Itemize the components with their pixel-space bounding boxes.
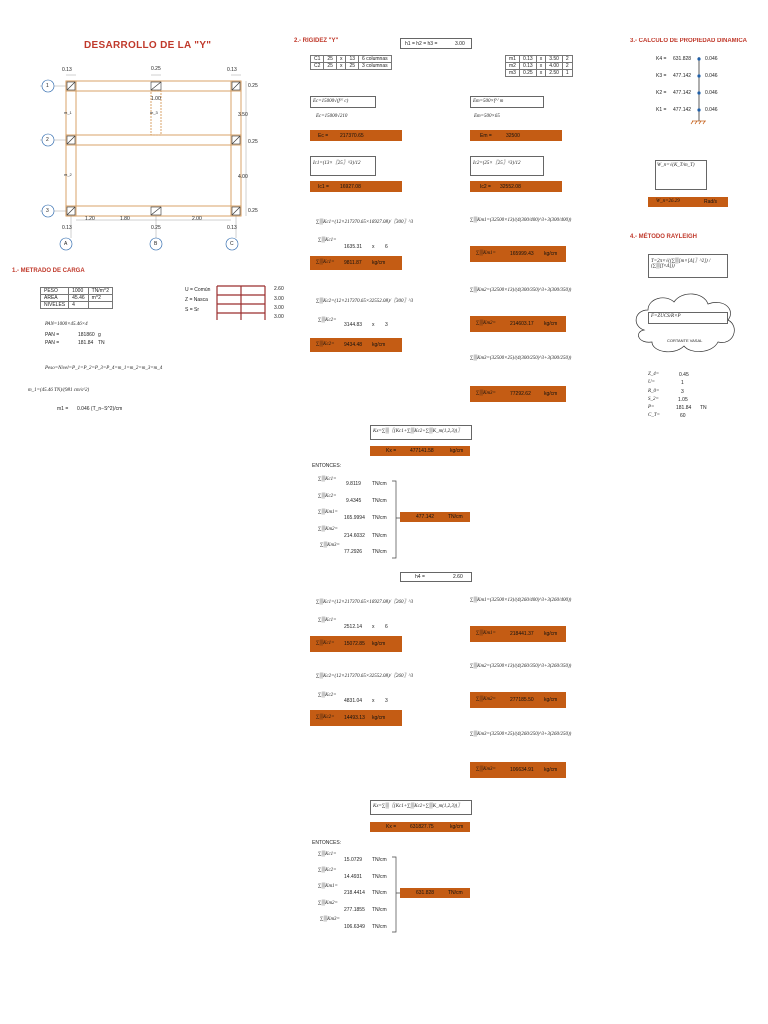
rayleigh-formula-box: T=2π×√((∑▒[m×[Δ]〗^2]) / (∑▒[f×Δ])): [648, 254, 728, 278]
km1-formula: ∑▒Km1=(32500×13)/(4(300/400)^3+3(300/400)): [470, 218, 572, 223]
ic2-result-bar: Ic2 = 32552.08: [470, 181, 562, 192]
kx-formula-box: Kx=∑▒〖(Kc1+∑▒Kc2+∑▒K_m(1,2,3))〗: [370, 425, 472, 440]
entonces-b: ENTONCES:: [312, 840, 342, 846]
cloud-shape-icon: [632, 290, 742, 360]
dim-top-c: 0.13: [227, 67, 237, 73]
list-b-label-2: ∑▒Kc2=: [318, 868, 337, 873]
total-b-bar: 631.828 TN/cm: [400, 888, 470, 898]
param-label-1: Z_4=: [648, 372, 660, 377]
h-heights-label: h1 = h2 = h3 =: [405, 41, 438, 47]
ec-result-bar: Ec = 217370.65: [310, 130, 402, 141]
list-b-value-1: 15.0729: [344, 857, 363, 863]
list-b-value-3: 218.4414: [344, 890, 365, 896]
table-cell: [88, 302, 112, 309]
list-a-label-3: ∑▒Km1=: [318, 510, 338, 515]
kc1b-line-x: x: [372, 624, 375, 630]
load-table: [40, 287, 113, 309]
km3-formula: ∑▒Km3=(32500×25)/(4(300/250)^3+3(300/250)): [470, 356, 572, 361]
kc2b-line-label: ∑▒Kc2=: [318, 693, 337, 698]
h-heights-value: 3.00: [455, 41, 465, 47]
param-label-6: C_T=: [648, 413, 660, 418]
param-label-2: U=: [648, 380, 655, 385]
em-formula: Em=500×65: [474, 114, 500, 119]
kc2b-line-value: 4831.04: [344, 698, 363, 704]
list-b-unit-1: TN/cm: [372, 857, 387, 863]
total-a-bar: 477.142 TN/cm: [400, 512, 470, 522]
legend-s: S = Sr: [185, 307, 200, 313]
kc2-formula-b: ∑▒Kc2=(12×217370.65×32552.08)/〖260〗^3: [316, 674, 414, 679]
section-2-heading: 2.- RIGIDEZ "Y": [294, 38, 339, 44]
param-label-5: P=: [648, 405, 655, 410]
beam-label-m3: m_3: [150, 110, 158, 115]
kc1b-line-label: ∑▒Kc1=: [318, 618, 337, 623]
ec-formula: Ec=15000√210: [316, 114, 348, 119]
wn-result-bar: W_n=26.29 Rad/s: [648, 197, 728, 207]
k4-label: K4 =: [656, 56, 667, 62]
pan-value-2: 181.84: [78, 340, 94, 346]
list-a-value-4: 214.6032: [344, 533, 365, 539]
kc1b-line-count: 6: [385, 624, 388, 630]
km1-result-bar: ∑▒Km1= 165999.43 kg/cm: [470, 246, 566, 262]
cloud-formula-box: F=ZUCS/R×P: [648, 312, 728, 324]
k1-label: K1 =: [656, 107, 667, 113]
axis-label-3: 3: [46, 208, 49, 214]
table-row: C1 25 x 13 6 columnas: [311, 56, 392, 63]
kc1-formula-b: ∑▒Kc1=(12×217370.65×16927.08)/〖260〗^3: [316, 600, 414, 605]
kc2-line-value: 3144.83: [344, 322, 363, 328]
wn-formula-box: W_n=√(K_T/m_T): [655, 160, 707, 190]
param-value-2: 1: [681, 380, 684, 386]
dim-bottom-1: 1.20: [85, 216, 95, 222]
table-row: [41, 302, 113, 309]
k1-value: 477.142: [673, 107, 692, 113]
k2-label: K2 =: [656, 90, 667, 96]
dim-bottom-small-c: 0.13: [227, 225, 237, 231]
list-b-unit-2: TN/cm: [372, 874, 387, 880]
h-heights-box: [400, 38, 472, 49]
m1-value: 0.046 (T_n−S^2)/cm: [77, 406, 123, 412]
km2b-result-bar: ∑▒Km2= 277185.50 kg/cm: [470, 692, 566, 708]
axis-label-a: A: [64, 241, 68, 247]
kc1-line-value: 1635.31: [344, 244, 363, 250]
kx-result-bar: Kx = 477141.58 kg/cm: [370, 446, 470, 456]
legend-u: U = Común: [185, 287, 211, 293]
beam-label-m1: m_1: [64, 110, 72, 115]
columns-table: [310, 55, 392, 70]
param-label-3: R_0=: [648, 389, 660, 394]
legend-z: Z = Nasca: [185, 297, 208, 303]
list-a-label-1: ∑▒Kc1=: [318, 477, 337, 482]
table-cell: 4: [69, 302, 89, 309]
pan-value-1: 181860: [78, 332, 95, 338]
k2-mass: 0.046: [705, 90, 718, 96]
level-val-2: 3.00: [274, 296, 284, 302]
ec-formula-box: Ec=15000√(f^' c): [310, 96, 376, 108]
em-result-bar: Em = 32500: [470, 130, 562, 141]
dim-bottom-small-a: 0.13: [62, 225, 72, 231]
param-value-6: 60: [680, 413, 686, 419]
dim-right-5: 0.25: [248, 208, 258, 214]
table-cell: 1000: [69, 288, 89, 295]
list-b-value-5: 106.6349: [344, 924, 365, 930]
beam-label-m2: m_2: [64, 172, 72, 177]
frame-elevation-icon: [215, 284, 275, 324]
param-unit-5: TN: [700, 405, 707, 411]
km1-formula-b: ∑▒Km1=(32500×13)/(4(260/400)^3+3(260/400)): [470, 598, 572, 603]
list-a-label-2: ∑▒Kc2=: [318, 494, 337, 499]
axis-label-c: C: [230, 241, 234, 247]
k4-mass: 0.046: [705, 56, 718, 62]
kc1-result-bar: ∑▒Kc1= 9811.87 kg/cm: [310, 256, 402, 270]
list-b-value-4: 277.1855: [344, 907, 365, 913]
em-formula-box: Em=500×f^' m: [470, 96, 544, 108]
km3-result-bar: ∑▒Km3= 77292.62 kg/cm: [470, 386, 566, 402]
kc1-line-x: x: [372, 244, 375, 250]
kc1b-line-value: 2512.14: [344, 624, 363, 630]
kc1-line-label: ∑▒Kc1=: [318, 238, 337, 243]
param-value-4: 1.05: [678, 397, 688, 403]
list-a-label-4: ∑▒Km2=: [318, 527, 338, 532]
param-value-3: 3: [681, 389, 684, 395]
kc1-formula: ∑▒Kc1=(12×217370.65×16927.08)/〖300〗^3: [316, 220, 414, 225]
list-b-label-5: ∑▒Km3=: [320, 917, 340, 922]
list-a-value-2: 9.4345: [346, 498, 362, 504]
k4-value: 631.828: [673, 56, 692, 62]
table-row: [41, 288, 113, 295]
pan-unit-1: g: [98, 332, 101, 338]
list-b-label-4: ∑▒Km2=: [318, 901, 338, 906]
pan-formula: PAN=1000×45.46×4: [45, 322, 88, 327]
section-3-heading: 3.- CÁLCULO DE PROPIEDAD DINÁMICA: [630, 38, 748, 44]
kx-result-bar-b: Kx = 631827.75 kg/cm: [370, 822, 470, 832]
list-a-unit-1: TN/cm: [372, 481, 387, 487]
ic1-formula-box: Ic1=(13×〖25〗^3)/12: [310, 156, 376, 176]
axis-label-2: 2: [46, 137, 49, 143]
level-val-1: 2.60: [274, 286, 284, 292]
dim-bottom-3: 2.00: [192, 216, 202, 222]
table-cell: m^2: [88, 295, 112, 302]
pan-label-2: PAN =: [45, 340, 60, 346]
km2-formula-b: ∑▒Km2=(32500×13)/(4(260/350)^3+3(260/350)): [470, 664, 572, 669]
m1-label: m1 =: [57, 406, 69, 412]
param-label-4: S_2=: [648, 397, 659, 402]
list-b-unit-3: TN/cm: [372, 890, 387, 896]
k3-value: 477.142: [673, 73, 692, 79]
ic2-formula-box: Ic2=(25×〖25〗^3)/12: [470, 156, 544, 176]
beams-table: [505, 55, 573, 77]
table-cell: NIVELES: [41, 302, 69, 309]
dim-mid: 1.00: [151, 96, 161, 102]
axis-label-b: B: [154, 241, 158, 247]
table-row: C2 25 x 25 3 columnas: [311, 63, 392, 70]
section-4-heading: 4.- MÉTODO RAYLEIGH: [630, 234, 698, 240]
kx-formula-box-b: Kx=∑▒〖(Kc1+∑▒Kc2+∑▒K_m(1,2,3))〗: [370, 800, 472, 815]
section-1-heading: 1.- METRADO DE CARGA: [12, 268, 85, 274]
list-a-value-1: 9.8119: [346, 481, 361, 487]
kc2b-line-x: x: [372, 698, 375, 704]
list-a-unit-3: TN/cm: [372, 515, 387, 521]
km3b-result-bar: ∑▒Km3= 106634.91 kg/cm: [470, 762, 566, 778]
table-row: m1 0.13 x 3.50 2: [506, 56, 573, 63]
table-row: m2 0.13 x 4.00 2: [506, 63, 573, 70]
level-val-3: 3.00: [274, 305, 284, 311]
table-row: m3 0.25 x 2.50 1: [506, 70, 573, 77]
table-cell: TN/m^2: [88, 288, 112, 295]
dim-bottom-small-b: 0.25: [151, 225, 161, 231]
kc2b-result-bar: ∑▒Kc2= 14493.13 kg/cm: [310, 710, 402, 726]
table-cell: PESO: [41, 288, 69, 295]
k1-mass: 0.046: [705, 107, 718, 113]
list-a-unit-5: TN/cm: [372, 549, 387, 555]
km3-formula-b: ∑▒Km3=(32500×25)/(4(260/250)^3+3(260/250)): [470, 732, 572, 737]
dim-top-a: 0.13: [62, 67, 72, 73]
entonces-a: ENTONCES:: [312, 463, 342, 469]
list-a-unit-2: TN/cm: [372, 498, 387, 504]
dim-bottom-2: 1.80: [120, 216, 130, 222]
pan-unit-2: TN: [98, 340, 105, 346]
list-b-label-1: ∑▒Kc1=: [318, 852, 337, 857]
k3-mass: 0.046: [705, 73, 718, 79]
km2-formula: ∑▒Km2=(32500×13)/(4(300/350)^3+3(300/350)): [470, 288, 572, 293]
kc2-result-bar: ∑▒Kc2= 9434.48 kg/cm: [310, 338, 402, 352]
cortante-label: CORTANTE VASAL: [667, 338, 703, 343]
list-a-label-5: ∑▒Km3=: [320, 543, 340, 548]
dim-right-4: 4.00: [238, 174, 248, 180]
list-b-unit-5: TN/cm: [372, 924, 387, 930]
k3-label: K3 =: [656, 73, 667, 79]
list-b-unit-4: TN/cm: [372, 907, 387, 913]
page-title: DESARROLLO DE LA "Y": [84, 40, 212, 51]
dim-top-b: 0.25: [151, 66, 161, 72]
km1b-result-bar: ∑▒Km1= 218441.37 kg/cm: [470, 626, 566, 642]
level-val-4: 3.00: [274, 314, 284, 320]
pan-label-1: PAN =: [45, 332, 60, 338]
param-value-5: 181.84: [676, 405, 692, 411]
table-row: [41, 295, 113, 302]
ic1-result-bar: Ic1 = 16927.08: [310, 181, 402, 192]
axis-label-1: 1: [46, 83, 49, 89]
m1-formula: m_1=(45.46 TN)/(981 cm/s^2): [28, 388, 90, 393]
peso-nivel-formula: Peso=Nivel=P_1=P_2=P_3=P_4=m_1=m_2=m_3=m_4: [45, 366, 163, 371]
kc2-line-count: 3: [385, 322, 388, 328]
dim-right-2: 3.50: [238, 112, 248, 118]
kc1-line-count: 6: [385, 244, 388, 250]
dim-right-3: 0.25: [248, 139, 258, 145]
kc2-line-label: ∑▒Kc2=: [318, 318, 337, 323]
km2-result-bar: ∑▒Km2= 214603.17 kg/cm: [470, 316, 566, 332]
table-cell: AREA: [41, 295, 69, 302]
kc2b-line-count: 3: [385, 698, 388, 704]
param-value-1: 0.45: [679, 372, 689, 378]
kc1b-result-bar: ∑▒Kc1= 15072.85 kg/cm: [310, 636, 402, 652]
list-b-label-3: ∑▒Km1=: [318, 884, 338, 889]
list-a-value-3: 165.9994: [344, 515, 365, 521]
table-cell: 45.46: [69, 295, 89, 302]
h4-box: h4 = 2.60: [400, 572, 472, 582]
dim-right-1: 0.25: [248, 83, 258, 89]
list-a-value-5: 77.2926: [344, 549, 363, 555]
kc2-formula: ∑▒Kc2=(12×217370.65×32552.08)/〖300〗^3: [316, 299, 414, 304]
list-b-value-2: 14.4931: [344, 874, 363, 880]
list-a-unit-4: TN/cm: [372, 533, 387, 539]
kc2-line-x: x: [372, 322, 375, 328]
k2-value: 477.142: [673, 90, 692, 96]
